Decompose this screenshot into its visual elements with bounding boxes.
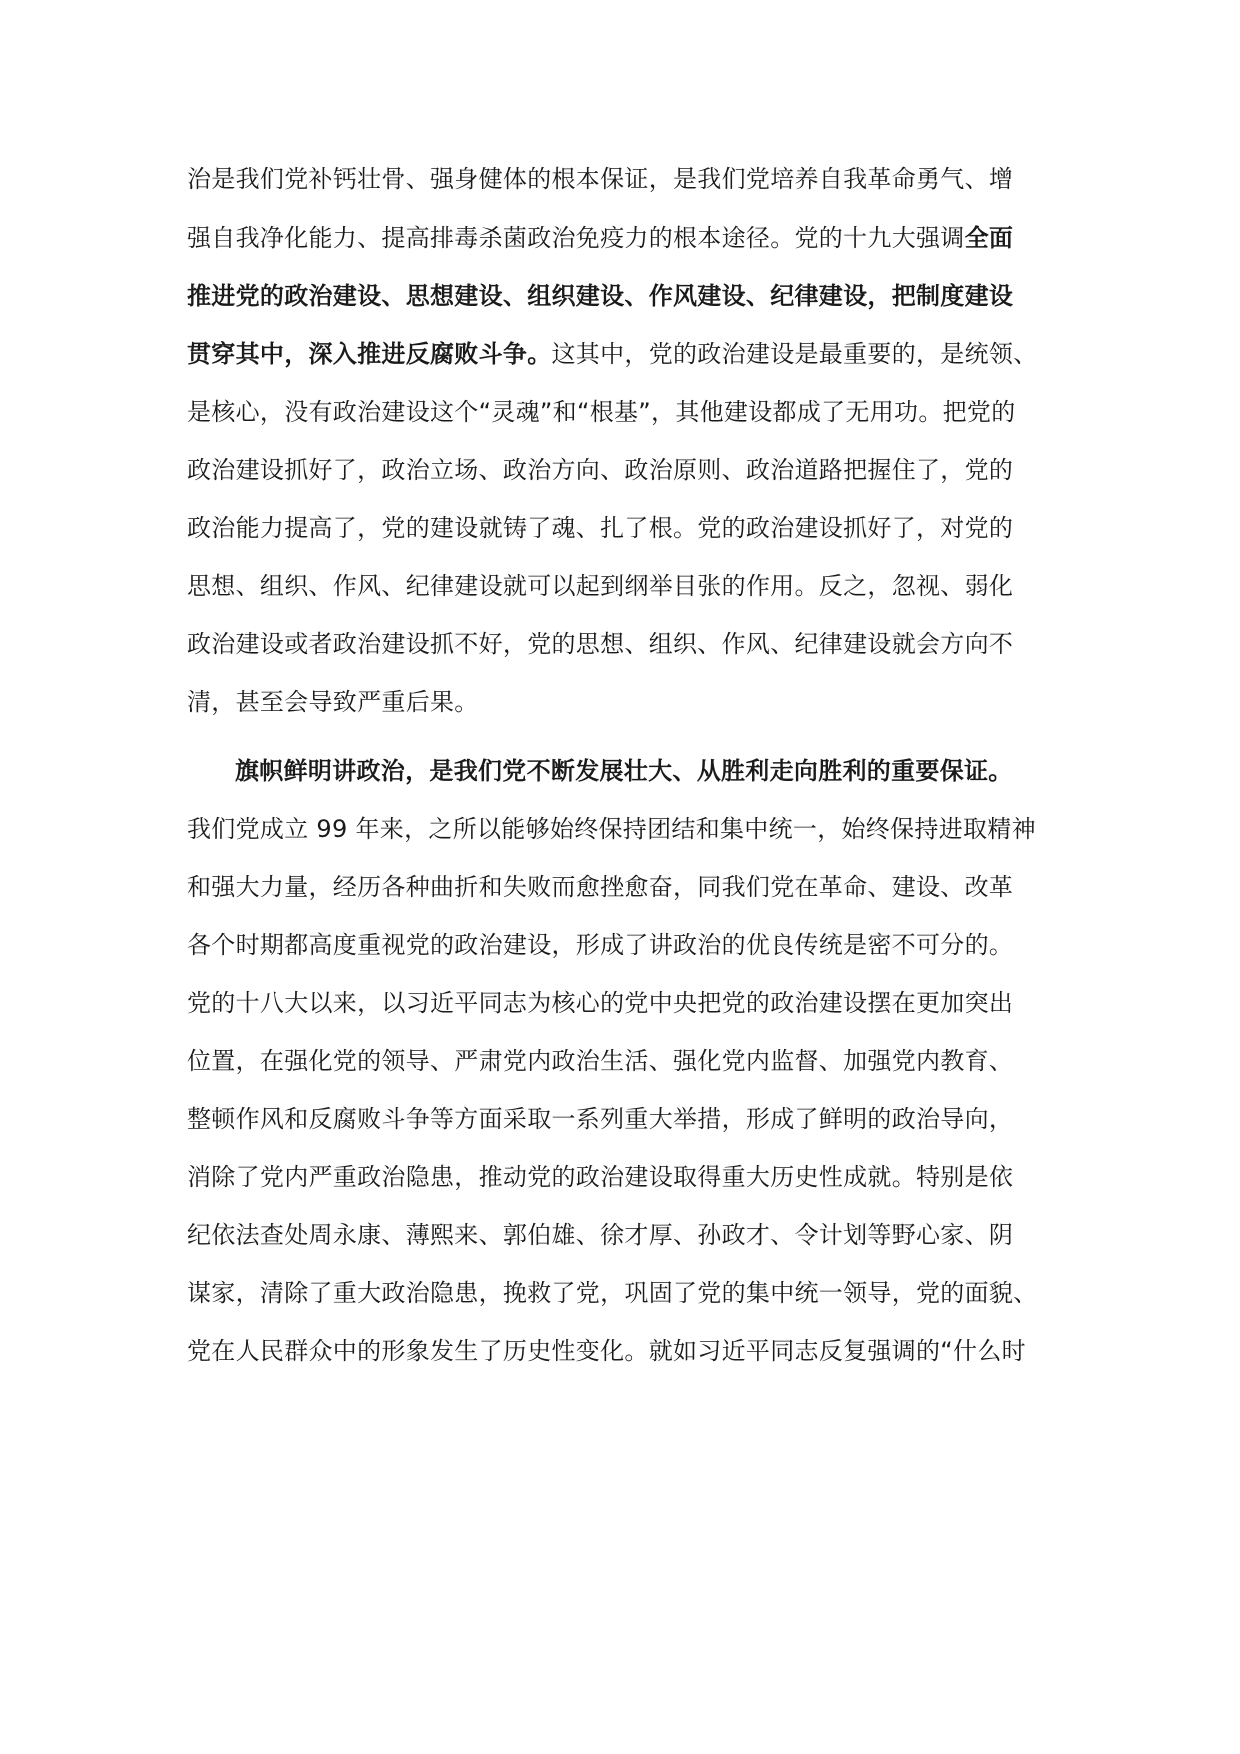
text: 政治能力提高了，党的建设就铸了魂、扎了根。党的政治建设抓好了，对党的 [187, 514, 1014, 542]
bold-text: 推进党的政治建设、思想建设、组织建设、作风建设、纪律建设，把制度建设 [187, 282, 1014, 310]
paragraph-2-line-5 [187, 1044, 1067, 1078]
paragraph-2-line-8 [187, 1218, 1067, 1252]
paragraph-1-line-8 [187, 569, 1067, 603]
paragraph-2-line-6 [187, 1102, 1067, 1136]
text: 谋家，清除了重大政治隐患，挽救了党，巩固了党的集中统一领导，党的面貌、 [187, 1279, 1038, 1307]
paragraph-1-line-7 [187, 511, 1067, 545]
bold-text: 贯穿其中，深入推进反腐败斗争。 [187, 340, 552, 368]
text: 消除了党内严重政治隐患，推动党的政治建设取得重大历史性成就。特别是依 [187, 1163, 1014, 1191]
text: 我们党成立 99 年来，之所以能够始终保持团结和集中统一，始终保持进取精神 [187, 815, 1036, 843]
paragraph-2-line-7 [187, 1160, 1067, 1194]
paragraph-1-line-9 [187, 627, 1067, 661]
text: 政治建设或者政治建设抓不好，党的思想、组织、作风、纪律建设就会方向不 [187, 630, 1014, 658]
bold-text: 旗帜鲜明讲政治，是我们党不断发展壮大、从胜利走向胜利的重要保证。 [235, 757, 1013, 785]
paragraph-2-line-4 [187, 986, 1067, 1020]
text: 清，甚至会导致严重后果。 [187, 688, 479, 716]
text: 各个时期都高度重视党的政治建设，形成了讲政治的优良传统是密不可分的。 [187, 931, 1014, 959]
text: 位置，在强化党的领导、严肃党内政治生活、强化党内监督、加强党内教育、 [187, 1047, 1014, 1075]
paragraph-1-line-5 [187, 395, 1067, 429]
paragraph-1-line-6 [187, 453, 1067, 487]
paragraph-2-line-3 [187, 928, 1067, 962]
text: 是核心，没有政治建设这个“灵魂”和“根基”，其他建设都成了无用功。把党的 [187, 398, 1016, 426]
text: 治是我们党补钙壮骨、强身健体的根本保证，是我们党培养自我革命勇气、增 [187, 165, 1014, 193]
bold-text: 全面 [964, 224, 1014, 252]
paragraph-1-line-4 [187, 337, 1067, 371]
paragraph-1-line-2 [187, 221, 1067, 255]
paragraph-1-line-1 [187, 162, 1067, 196]
text: 思想、组织、作风、纪律建设就可以起到纲举目张的作用。反之，忽视、弱化 [187, 572, 1014, 600]
text: 强自我净化能力、提高排毒杀菌政治免疫力的根本途径。党的十九大强调 [187, 224, 965, 252]
paragraph-2-lead [235, 754, 1067, 788]
text: 整顿作风和反腐败斗争等方面采取一系列重大举措，形成了鲜明的政治导向， [187, 1105, 1014, 1133]
paragraph-2-line-2 [187, 870, 1067, 904]
paragraph-2-line-1 [187, 812, 1067, 846]
paragraph-2-line-9 [187, 1276, 1067, 1310]
text: 政治建设抓好了，政治立场、政治方向、政治原则、政治道路把握住了，党的 [187, 456, 1014, 484]
text: 党在人民群众中的形象发生了历史性变化。就如习近平同志反复强调的“什么时 [187, 1337, 1026, 1365]
text: 这其中，党的政治建设是最重要的，是统领、 [551, 340, 1038, 368]
paragraph-2-line-10 [187, 1334, 1067, 1368]
text: 和强大力量，经历各种曲折和失败而愈挫愈奋，同我们党在革命、建设、改革 [187, 873, 1014, 901]
paragraph-1-line-3 [187, 279, 1067, 313]
paragraph-1-line-10 [187, 685, 1067, 719]
text: 纪依法查处周永康、薄熙来、郭伯雄、徐才厚、孙政才、令计划等野心家、阴 [187, 1221, 1014, 1249]
text: 党的十八大以来，以习近平同志为核心的党中央把党的政治建设摆在更加突出 [187, 989, 1014, 1017]
